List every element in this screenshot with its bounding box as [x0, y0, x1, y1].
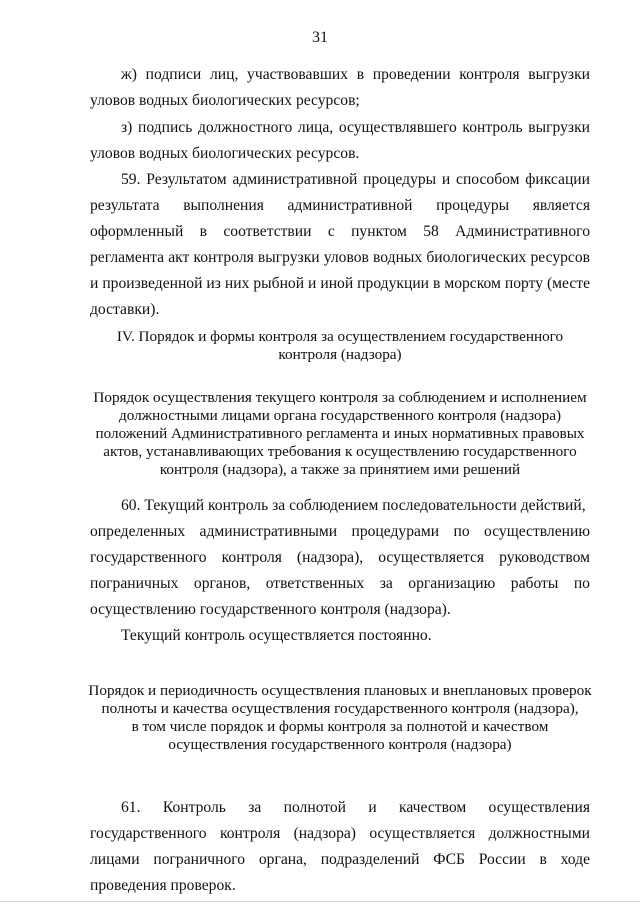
section-iv-heading-line: IV. Порядок и формы контроля за осуществлением государственного — [116, 328, 564, 345]
subheading-line: в том числе порядок и формы контроля за полнотой и качеством — [131, 718, 549, 735]
paragraph-59: 59. Результатом административной процедуры и способом фиксации результата выполнения административной процедуры является оформленный в соответствии с пунктом 58 Административного регламента акт контроля выгрузки уловов водных биологических ресурсов и произведенной из них рыбной и иной продукции в морском порту (месте доставки). — [90, 171, 590, 318]
paragraph-60-line — [90, 571, 590, 597]
word: (надзора), — [296, 549, 364, 566]
word: процедурами — [351, 523, 440, 540]
word: по — [453, 523, 470, 540]
section-iv-heading — [84, 328, 596, 364]
word: административными — [199, 523, 338, 540]
section-iv-heading-line: контроля (надзора) — [278, 346, 402, 363]
scan-edge-divider — [0, 901, 640, 902]
subheading-line: актов, устанавливающих требования к осуществлению государственного — [103, 443, 577, 460]
subheading-line: полноты и качества осуществления государственного контроля (надзора), — [101, 700, 579, 717]
page-number: 31 — [312, 29, 328, 46]
subheading-line: положений Административного регламента и иных нормативных правовых — [95, 425, 585, 442]
paragraph-61: 61. Контроль за полнотой и качеством осуществления государственного контроля (надзора) осуществляется должностными лицами пограничного органа, подразделений ФСБ России в ходе проведения проверок. — [90, 799, 590, 894]
word: органов, — [193, 575, 251, 592]
subheading-line: осуществления государственного контроля (надзора) — [168, 736, 512, 753]
word: руководством — [499, 549, 590, 566]
word: за — [379, 575, 393, 592]
item-zh: ж) подписи лиц, участвовавших в проведении контроля выгрузки уловов водных биологических ресурсов; — [90, 66, 590, 109]
word: работы — [510, 575, 559, 592]
subheading-line: Порядок осуществления текущего контроля за соблюдением и исполнением — [93, 389, 587, 406]
word: осуществлению — [484, 523, 590, 540]
word: пограничных — [90, 575, 179, 592]
word: осуществляется — [378, 549, 485, 566]
paragraph-60-line — [90, 519, 590, 545]
word: ответственных — [265, 575, 365, 592]
word: по — [573, 575, 590, 592]
paragraph-60-line: 60. Текущий контроль за соблюдением последовательности действий, — [121, 497, 586, 514]
subheading-line: контроля (надзора), а также за принятием ими решений — [159, 461, 521, 478]
paragraph-60-line — [90, 545, 590, 571]
subheading-current-control — [84, 389, 596, 479]
item-z: з) подпись должностного лица, осуществлявшего контроль выгрузки уловов водных биологических ресурсов. — [90, 119, 590, 162]
paragraph-60 — [90, 493, 590, 623]
word: организацию — [408, 575, 496, 592]
subheading-line: Порядок и периодичность осуществления плановых и внеплановых проверок — [88, 682, 592, 699]
word: определенных — [90, 523, 186, 540]
paragraph-60-line: осуществлению государственного контроля (надзора). — [90, 601, 451, 618]
subheading-line: должностными лицами органа государственного контроля (надзора) — [118, 407, 562, 424]
word: контроля — [221, 549, 282, 566]
word: государственного — [90, 549, 207, 566]
subheading-inspections — [84, 682, 596, 754]
paragraph-current-control: Текущий контроль осуществляется постоянно. — [121, 627, 432, 644]
